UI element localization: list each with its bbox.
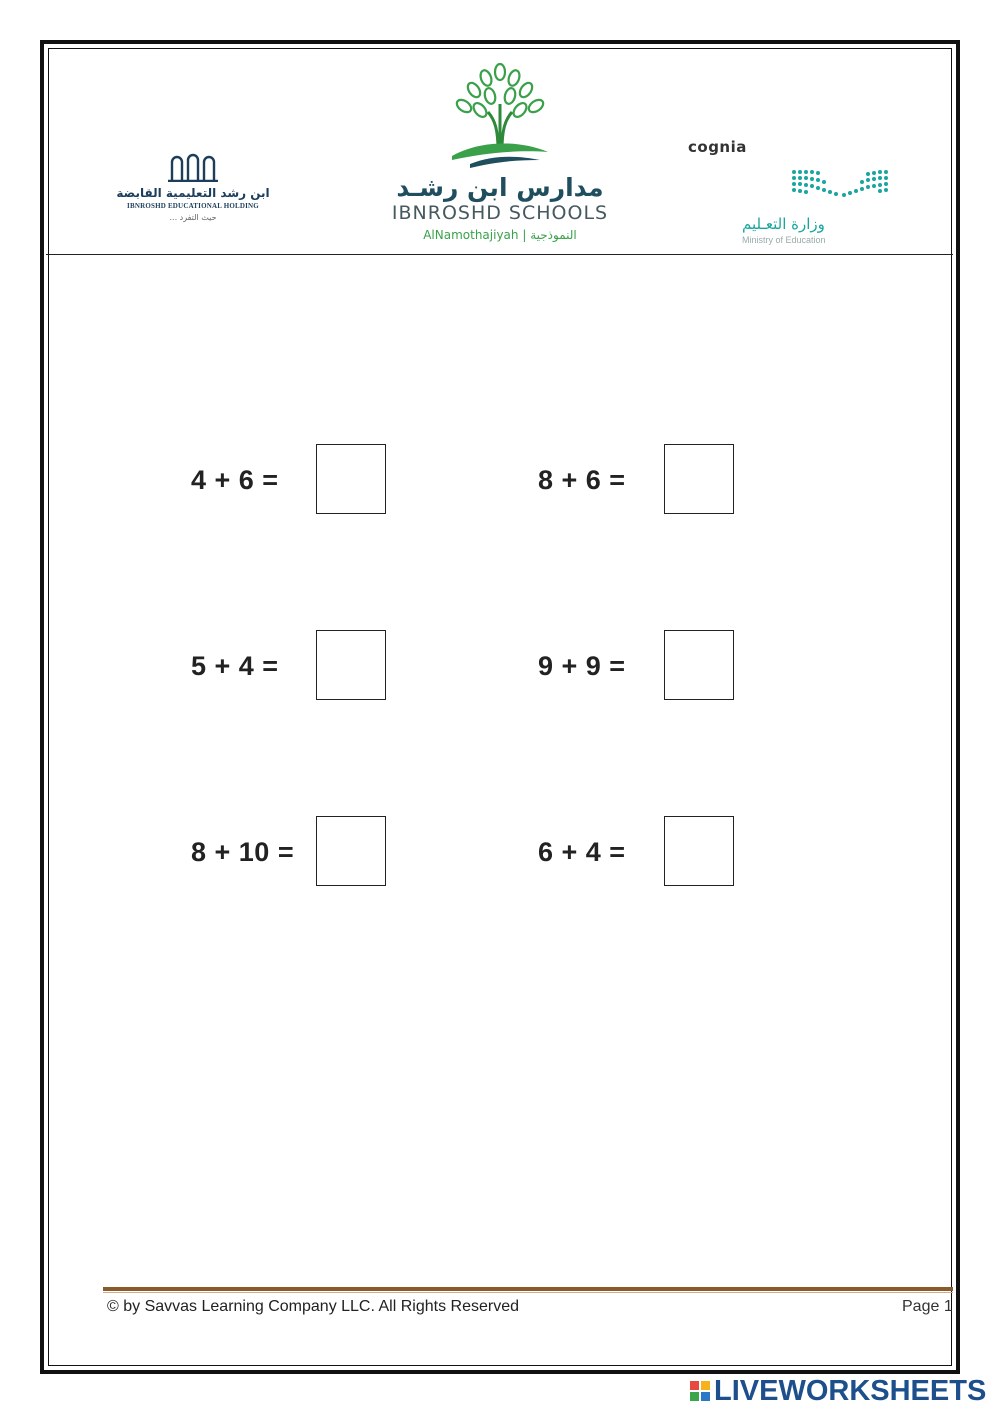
schools-arabic-name: مدارس ابن رشـد (396, 173, 604, 202)
footer-divider (103, 1287, 953, 1293)
tree-icon (440, 60, 560, 170)
exercise-expression: 4 + 6 = (191, 465, 279, 495)
liveworksheets-blocks-icon (690, 1381, 710, 1401)
exercise-expression: 8 + 10 = (191, 837, 295, 867)
exercise-expression: 9 + 9 = (538, 651, 626, 681)
liveworksheets-watermark (690, 1376, 986, 1406)
schools-subtitle: AlNamothajiyah | النموذجية (423, 228, 577, 242)
answer-box[interactable] (664, 816, 734, 886)
holding-tagline: حيث التفرد ... (169, 213, 217, 222)
header-divider (46, 254, 953, 255)
liveworksheets-text: LIVEWORKSHEETS (714, 1374, 987, 1407)
answer-box[interactable] (316, 816, 386, 886)
page-frame-inner (48, 48, 952, 1366)
ministry-dots-icon (736, 166, 896, 202)
answer-box[interactable] (664, 630, 734, 700)
ibnroshd-holding-logo (108, 148, 278, 222)
holding-english-name: IBNROSHD EDUCATIONAL HOLDING (127, 202, 259, 210)
ministry-arabic-name: وزارة التعـليم (742, 215, 825, 233)
exercise-expression: 8 + 6 = (538, 465, 626, 495)
answer-box[interactable] (316, 630, 386, 700)
answer-box[interactable] (664, 444, 734, 514)
ministry-of-education-logo (736, 166, 896, 245)
exercise-expression: 5 + 4 = (191, 651, 279, 681)
schools-english-name: IBNROSHD SCHOOLS (391, 202, 609, 224)
ministry-english-name: Ministry of Education (742, 235, 826, 245)
holding-arabic-name: ابن رشد التعليمية القابضة (116, 186, 270, 200)
page-number: Page 1 (902, 1298, 953, 1315)
copyright-text: © by Savvas Learning Company LLC. All Rights Reserved (107, 1298, 519, 1315)
exercise-expression: 6 + 4 = (538, 837, 626, 867)
ibnroshd-schools-logo (380, 60, 620, 242)
cognia-logo: cognia (688, 138, 747, 156)
arches-icon (166, 148, 220, 182)
answer-box[interactable] (316, 444, 386, 514)
